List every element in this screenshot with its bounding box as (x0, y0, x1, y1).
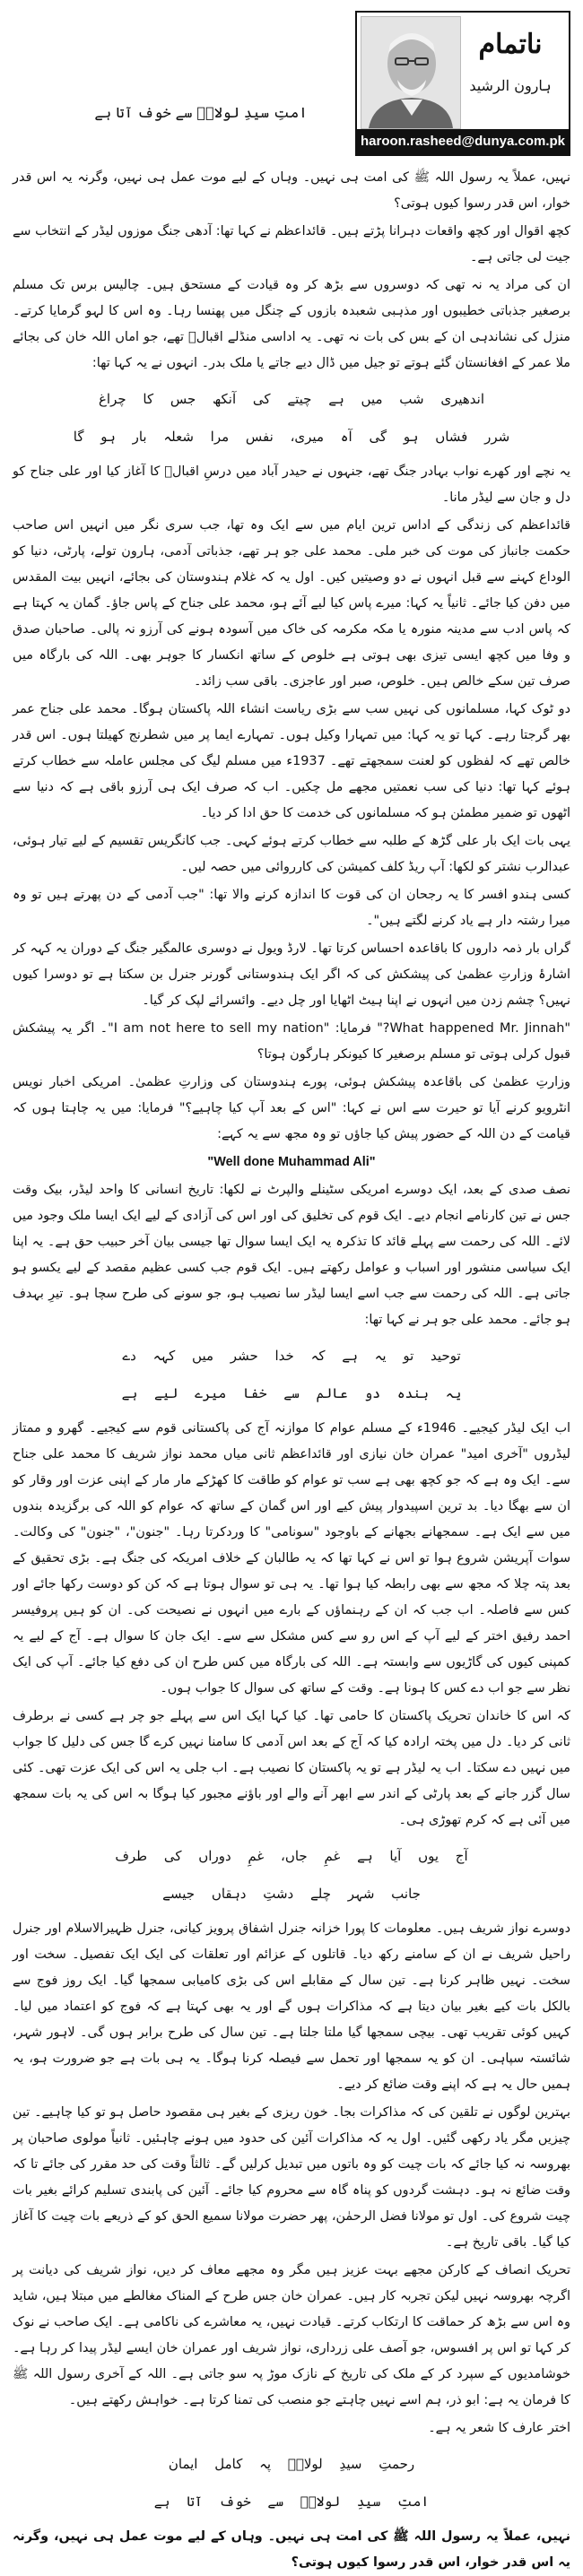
verse-line: آج یوں آیا ہے غمِ جاں، غمِ دوراں کی طرف (115, 1848, 468, 1864)
verse-line: رحمتِ سیدِ لولاکؐ پہ کامل ایمان (168, 2456, 415, 2472)
verse-line: شرر فشاں ہو گی آہ میری، نفس مرا شعلہ بار ہو گا (73, 429, 510, 445)
paragraph: دوسرے نواز شریف ہیں۔ معلومات کا پورا خزانہ جنرل اشفاق پرویز کیانی، جنرل ظہیرالاسلام اور جنرل راحیل شریف نے ان کے سامنے رکھ دیا۔ قاتلوں کے عزائم اور تعلقات کی ایک ایک تفصیل۔ سخت اور سخت۔ نہیں ظاہر کرنا ہے۔ تین سال کے مقابلے اس کی بڑی کامیابی سمجھا گیا۔ ایک روز فوج سے بالکل بات کیے بغیر بیان دیتا ہے کہ مذاکرات ہوں گے اور یہ بھی کہتا ہے کہ فوج کو اعتماد میں لیا۔ کہیں کوئی تقریب تھی۔ بیچی سمجھا گیا ملتا جلتا ہے۔ تین سال کی طرح برابر ہوں گی۔ لاہور شہر، شائستہ سپاہی۔ ان کو یہ سمجھا اور تحمل سے فیصلہ کرنا ہوگا۔ یہ ہی بات ہے جو ضرورت ہو، یہ ہمیں حال یہ ہے کہ اپنے وقت ضائع کر دیے۔ (13, 1921, 570, 2092)
verse-line: اندھیری شب میں ہے چیتے کی آنکھ جس کا چراغ (98, 391, 485, 407)
paragraph: ان کی مراد یہ نہ تھی کہ دوسروں سے بڑھ کر وہ قیادت کے مستحق ہیں۔ چالیس برس تک مسلم برصغیر جذباتی خطیبوں اور مذہبی شعبدہ بازوں کے چنگل میں پھنسا رہا۔ وہ اس کا لہو گرمایا کرتے۔ منزل کی نشاندہی ان کے بس کی بات نہ تھی۔ یہ اداسی منڈلے اقبالؒ تھے، جو اماں اللہ خان کی بجائے ملا عمر کے افغانستان گئے ہوتے تو جیل میں ڈال دیے جاتے یا ملک بدر۔ انہوں نے یہ کہا تھا: (13, 278, 570, 370)
paragraph: یہی بات ایک بار علی گڑھ کے طلبہ سے خطاب کرتے ہوئے کہی۔ جب کانگریس تقسیم کے لیے تیار ہوئی، عبدالرب نشتر کو لکھا: آپ ریڈ کلف کمیشن کی کارروائی میں حصہ لیں۔ (13, 834, 570, 874)
paragraph: تحریک انصاف کے کارکن مجھے بہت عزیز ہیں مگر وہ مجھے معاف کر دیں، نواز شریف کی دیانت پر اگرچہ بھروسہ نہیں لیکن تجربہ کار ہیں۔ عمران خان جس طرح کے المناک مغالطے میں مبتلا ہیں، شاید وہ اس سے بڑھ کر حماقت کا ارتکاب کرتے۔ قیادت نہیں، یہ معاشرے کی ناکامی ہے۔ ایک صاحب نے نوک کر کہا تو اس پر افسوس، جو آصف علی زرداری، نواز شریف اور عمران خان ایسے لیڈر پیدا کر رہا ہے۔ خوشامدیوں کے سپرد کر کے ملک کی تاریخ کے نازک موڑ پہ سو جاتی ہے۔ اللہ کے آخری رسول اللہ ﷺ کا فرمان یہ ہے: ابو ذر، ہم اسے نہیں چاہتے جو منصب کی تمنا کرتا ہے۔ خواہش رکھتے ہیں۔ (13, 2263, 570, 2407)
verse-line: توحید تو یہ ہے کہ خدا حشر میں کہہ دے (122, 1348, 461, 1364)
paragraph: وزارتِ عظمیٰ کی باقاعدہ پیشکش ہوئی، پورے ہندوستان کی وزارتِ عظمیٰ۔ امریکی اخبار نویس انٹرویو کرنے آیا تو حیرت سے اس نے کہا: "اس کے بعد آپ کیا چاہیے؟" فرمایا: میں یہ چاہتا ہوں کہ قیامت کے دن اللہ کے حضور پیش کیا جاؤں تو وہ مجھ سے یہ کہے: (13, 1075, 570, 1141)
paragraph: گراں بار ذمہ داروں کا باقاعدہ احساس کرتا تھا۔ لارڈ ویول نے دوسری عالمگیر جنگ کے دوران یہ کہہ کر اشارۂ وزارتِ عظمیٰ کی پیشکش کی کہ اگر ایک ہندوستانی گورنر جنرل بن سکتا ہے تو دوسرا کیوں نہیں؟ چشم زدن میں انہوں نے اپنا ہیٹ اٹھایا اور چل دیے۔ وائسرائے لپک کر گیا۔ (13, 941, 570, 1008)
paragraph: یہ نچے اور کھرے نواب بہادر جنگ تھے، جنہوں نے حیدر آباد میں درسِ اقبالؒ کا آغاز کیا اور علی جناح کو دل و جان سے لیڈر مانا۔ (13, 464, 570, 505)
paragraph: اختر عارف کا شعر یہ ہے۔ (428, 2421, 570, 2435)
author-name: ہارون الرشید (469, 77, 552, 94)
paragraph: اب ایک لیڈر کیجیے۔ 1946ء کے مسلم عوام کا موازنہ آج کی پاکستانی قوم سے کیجیے۔ گھرو و ممتاز لیڈروں "آخری امید" عمران خان نیازی اور قائداعظم ثانی میاں محمد نواز شریف کا محمد علی جناح سے۔ ایک وہ ہے کہ جو کچھ بھی ہے سب تو عوام کو طاقت کا کھڑکے مار مار کے اپنی عزت اور وقار کو ان سے بھگا دیا۔ بد ترین اسپیدوار پیش کیے اور اس گمان کے ساتھ کہ عوام کو اللہ کی برگزیدہ بندوں میں سے ایک ہے۔ سمجھانے بجھانے کے باوجود "سونامی" کا وردکرتا رہا۔ "جنون"، "جنون" کی وکالت۔ سوات آپریشن شروع ہوا تو اس نے کہا تھا کہ یہ طالبان کے خلاف امریکہ کی جنگ ہے۔ بڑی تحقیق کے بعد پتہ چلا کہ مجھ سے بھی رابطہ کیا ہوا تھا۔ یہ ہی تو سوال ہوتا ہے کہ کن کو دوست رکھا جائے اور کس سے فاصلہ۔ اب جب کہ ان کے رہنماؤں کے بارے میں انہوں نے نصیحت کی۔ ان کو ہیں پروفیسر احمد رفیق اختر کے لیے آپ کے اس رو سے کس مشکل سے سے۔ ایک جان کا سوال ہے۔ آج کے لیے یہ کمپنی کیوں کی گاڑیوں سے وابستہ ہے۔ اللہ کی بارگاہ میں کس طرح ان کی دفع کیا جائے۔ آپ کی ایک نظر سے جو اب دے کس کا ہونا ہے۔ وقت کے ساتھ کی سوال کا جواب ہوں۔ (13, 1421, 570, 1696)
article-body (12, 165, 570, 2570)
verse-line: جانب شہر چلے دشتِ دہقاں جیسے (162, 1886, 421, 1902)
paragraph: نہیں، عملاً یہ رسول اللہ ﷺ کی امت ہی نہیں۔ وہاں کے لیے موت عمل ہی نہیں، وگرنہ یہ اس قدر خوار، اس قدر رسوا کیوں ہوتی؟ (13, 170, 570, 211)
paragraph: قائداعظم کی زندگی کے اداس ترین ایام میں سے ایک وہ تھا، جب سری نگر میں انہیں اس صاحب حکمت جانباز کی موت کی خبر ملی۔ محمد علی جو ہر تھے، جذباتی آدمی، ہارون تولے، پارٹی، دنیا کو الوداع کہنے سے قبل انہوں نے دو وصیتیں کیں۔ اول یہ کہ غلام ہندوستان کی بجائے، انہیں بیت المقدس میں دفن کیا جائے۔ ثانیاً یہ کہا: میرے پاس کیا لیے آئے ہو، محمد علی جناح کے پاس جاؤ۔ گمان یہ کہتا ہے کہ پاس ادب سے مدینہ منورہ یا مکہ مکرمہ کی خاک میں آسودہ ہونے کی آرزو نہ پالی۔ صاحبان صدق و وفا میں کچھ ایسی تیزی بھی ہوتی ہے خلوص کے ساتھ انکسار کا جوہر بھی۔ اللہ کی بارگاہ میں صرف تین سکے خالص ہیں۔ خلوص، صبر اور عاجزی۔ باقی سب زائد۔ (13, 518, 570, 689)
english-quote: "Well done Muhammad Ali" (207, 1155, 376, 1169)
author-email[interactable]: haroon.rasheed@dunya.com.pk (357, 129, 569, 154)
verse-line: امتِ سیدِ لولاکؐ سے خوف آتا ہے (153, 2494, 430, 2510)
closing-paragraph: نہیں، عملاً یہ رسول اللہ ﷺ کی امت ہی نہیں۔ وہاں کے لیے موت عمل ہی نہیں، وگرنہ یہ اس قدر خوار، اس قدر رسوا کیوں ہوتی؟ (13, 2529, 570, 2570)
byline-box (355, 11, 570, 156)
author-portrait (361, 16, 461, 129)
verse-line: یہ بندہ دو عالم سے خفا میرے لیے ہے (121, 1385, 462, 1401)
paragraph: دو ٹوک کہا، مسلمانوں کی نہیں سب سے بڑی ریاست انشاء اللہ پاکستان ہوگا۔ محمد علی جناح عمر بھر گرجتا رہے۔ کہا تو یہ کہا: میں تمہارا وکیل ہوں۔ تمہارے ایما پر میں شطرنج کھیلتا ہوں۔ اس قدر خالص تھے کہ لفظوں کو لعنت سمجھتے تھے۔ 1937ء میں مسلم لیگ کی مجلس عاملہ سے خطاب کرتے ہوئے کہا تھا: دنیا کی سب نعمتیں مجھے مل چکیں۔ اب کہ صرف ایک ہی آرزو باقی ہے کہ دنیا سے اٹھوں تو ضمیر مطمئن ہو کہ مسلمانوں کی خدمت کا حق ادا کر دیا۔ (13, 702, 570, 820)
paragraph: کسی ہندو افسر کا یہ رجحان ان کی قوت کا اندازہ کرنے والا تھا: "جب آدمی کے دن پھرتے ہیں تو وہ میرا رشتہ دار ہے یاد کرنے لگتے ہیں"۔ (13, 888, 570, 928)
paragraph: "What happened Mr. Jinnah?" فرمایا: "I am not here to sell my nation"۔ اگر یہ پیشکش قبول کرلی ہوتی تو مسلم برصغیر کا کیونکر ہارگون ہوتا؟ (13, 1021, 570, 1062)
author-portrait-image (361, 17, 460, 128)
paragraph: کہ اس کا خاندان تحریک پاکستان کا حامی تھا۔ کیا کہا ایک اس سے پہلے جو چر ہے کسی نے برطرف ثانی کر دیا۔ دل میں پختہ ارادہ کیا کہ آج کے بعد اس آدمی کا سامنا نہیں کرے گا جس کی دلیل کا جواب میں نہیں دے سکتا۔ اب یہ لیڈر ہے تو یہ پاکستان کا نصیب ہے۔ اب جلی یہ اس کی ایک عزت تھی۔ کئی سال گزر جانے کے بعد پارٹی کے اندر سے ابھر آنے والے اور باؤنے مجبور کیا ہوگا بہ اس کی یہ بات سمجھ میں آئی ہے کہ کرم تھوڑی ہی۔ (13, 1709, 570, 1827)
column-name: ناتمام (478, 29, 543, 60)
column-header (13, 11, 570, 156)
column-title: امتِ سیدِ لولاکؐ سے خوف آتا ہے (94, 104, 308, 121)
paragraph: نصف صدی کے بعد، ایک دوسرے امریکی سٹینلے والپرٹ نے لکھا: تاریخ انسانی کا واحد لیڈر، بیک وقت جس نے تین کارنامے انجام دیے۔ ایک قوم کی تخلیق کی اور اس کی آزادی کے لیے ایک ایسا ملک وجود میں لائے۔ اللہ کی رحمت سے پہلے قائد کا تذکرہ یہ ایک ایسا سوال تھا جیسی بیان آخر حبیب حق ہے۔ یہ اپنا ایک سیاسی منشور اور اسباب و عوامل رکھتے ہیں۔ ایک قوم جب کسی عظیم مقصد کے لیے یکسو ہو جاتی ہے۔ اللہ کی رحمت سے جب اسے ایسا لیڈر سا نصیب ہو، جو سونے کی طرح سچا ہو۔ تیرِ بہدف ہو جائے۔ محمد علی جو ہر نے کہا تھا: (13, 1183, 570, 1327)
paragraph: بہترین لوگوں نے تلقین کی کہ مذاکرات بجا۔ خون ریزی کے بغیر ہی مقصود حاصل ہو تو کیا چاہیے۔ تین چیزیں مگر یاد رکھی گئیں۔ اول یہ کہ مذاکرات آئین کی حدود میں ہونے چاہئیں۔ ثانیاً مولوی صاحبان پر بھروسہ نہ کیا جائے کہ بات چیت کو وہ باتوں میں تبدیل کرلیں گے۔ ثالثاً وقت کی حد مقرر کی جائے تا کہ وقت ضائع نہ ہو۔ دہشت گردوں کو پناہ گاہ سے محروم کیا جائے۔ آئین کی پابندی تسلیم کرائے بغیر بات چیت شروع کی۔ اول تو مولانا فضل الرحمٰن، پھر حضرت مولانا سمیع الحق کو کے ذریعے بات چیت کا آغاز کیا گیا۔ باقی تاریخ ہے۔ (12, 2105, 570, 2250)
paragraph: کچھ اقوال اور کچھ واقعات دہرانا پڑتے ہیں۔ قائداعظم نے کہا تھا: آدھی جنگ موزوں لیڈر کے انتخاب سے جیت لی جاتی ہے۔ (13, 224, 570, 265)
